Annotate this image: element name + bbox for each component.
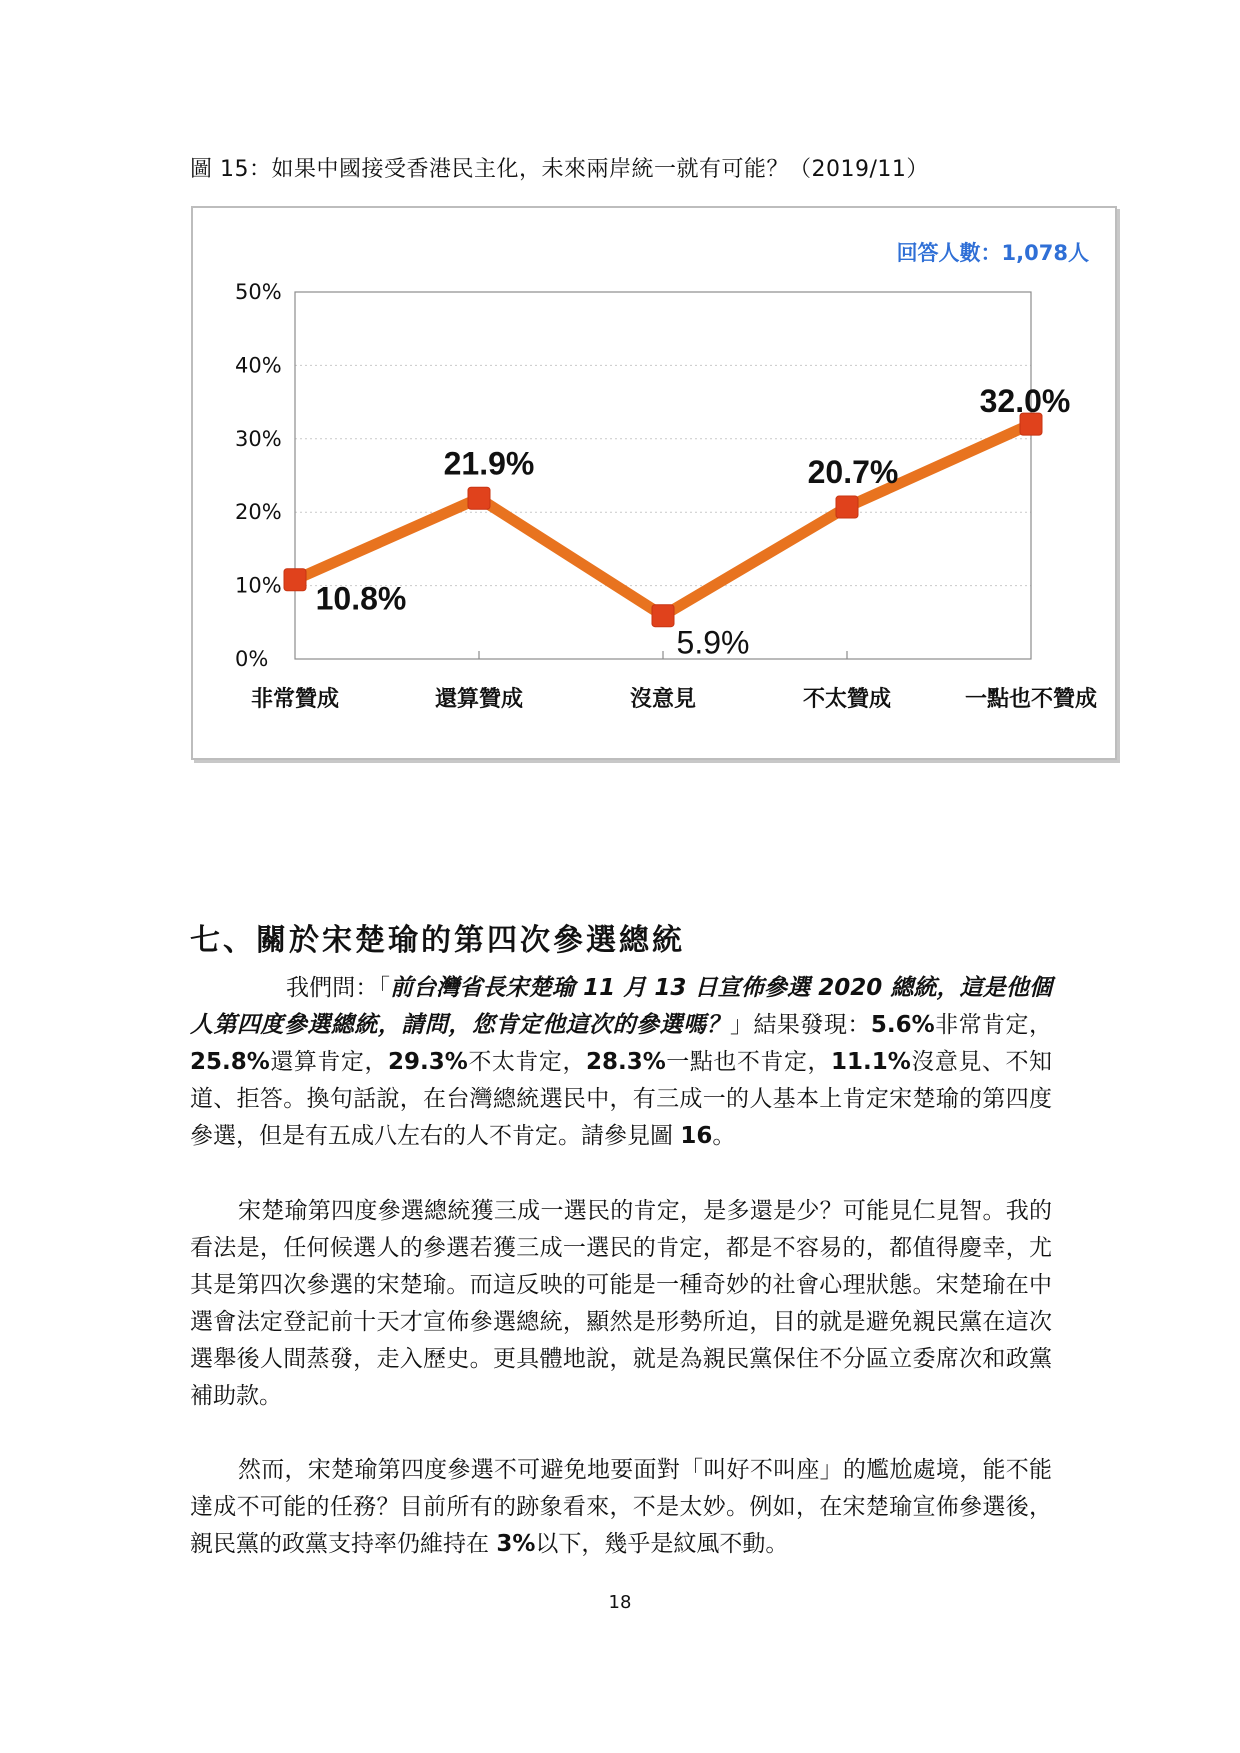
p1-mid: 」結果發現： [729,1012,871,1038]
p1-text-1: 非常肯定， [934,1012,1053,1038]
x-category-label: 沒意見 [629,687,697,712]
paragraph-1 [190,970,1052,1155]
data-label: 20.7% [807,454,899,491]
paragraph-3 [190,1452,1052,1563]
p1-pct-5: 11.1% [831,1049,911,1075]
p1-pct-2: 25.8% [190,1049,270,1075]
p1-lead: 我們問：「 [286,975,391,1001]
data-label: 32.0% [979,383,1071,420]
p3-pct: 3% [496,1531,536,1557]
data-point [836,496,858,518]
x-category-label: 不太贊成 [802,687,892,712]
p1-pct-4: 28.3% [585,1049,666,1075]
x-category-label: 非常贊成 [250,687,340,712]
data-point [468,487,490,509]
y-tick-label: 40% [235,353,282,378]
x-category-label: 一點也不贊成 [964,687,1098,712]
data-point [652,605,674,627]
respondents-label: 回答人數：1,078人 [896,241,1089,265]
p1-text-2: 還算肯定， [269,1049,388,1075]
p1-text-5: 沒意見、不知道、拒答。換句話說，在台灣總統選民中，有三成一的人基本上肯定宋楚瑜的第四度參選，但是有五成八左右的人不肯定。請參見圖 [190,1049,1052,1149]
page-number: 18 [608,1592,632,1613]
y-tick-label: 50% [235,280,282,304]
p1-pct-3: 29.3% [387,1049,468,1075]
y-tick-label: 30% [235,426,282,451]
y-tick-label: 0% [235,647,269,671]
p3-text-b: 以下，幾乎是紋風不動。 [535,1531,789,1557]
section-heading: 七、關於宋楚瑜的第四次參選總統 [190,923,685,958]
data-label: 21.9% [443,445,535,482]
p1-question: 前台灣省長宋楚瑜 11 月 13 日宣佈參選 2020 總統，這是他個人第四度參選總統，請問，您肯定他這次的參選嗎？ [190,975,1053,1038]
paragraph-2: 宋楚瑜第四度參選總統獲三成一選民的肯定，是多還是少？可能見仁見智。我的看法是，任何候選人的參選若獲三成一選民的肯定，都是不容易的，都值得慶幸，尤其是第四次參選的宋楚瑜。而這反映的可能是一種奇妙的社會心理狀態。宋楚瑜在中選會法定登記前十天才宣佈參選總統，顯然是形勢所迫，目的就是避免親民黨在這次選舉後人間蒸發，走入歷史。更具體地說，就是為親民黨保住不分區立委席次和政黨補助款。 [190,1198,1052,1409]
p1-text-4: 一點也不肯定， [665,1049,832,1075]
p3-text-a: 然而，宋楚瑜第四度參選不可避免地要面對「叫好不叫座」的尷尬處境，能不能達成不可能的任務？目前所有的跡象看來，不是太妙。例如，在宋楚瑜宣佈參選後，親民黨的政黨支持率仍維持在 [190,1457,1052,1557]
p1-end: 。 [712,1123,736,1149]
p1-figure-ref: 16 [680,1123,713,1149]
y-tick-label: 20% [235,500,282,525]
p1-text-3: 不太肯定， [467,1049,586,1075]
line-chart [191,206,1117,760]
figure-caption: 圖 15：如果中國接受香港民主化，未來兩岸統一就有可能？（2019/11） [190,157,929,182]
data-label: 10.8% [315,580,407,617]
chart-canvas [193,208,1115,758]
y-tick-label: 10% [235,573,282,598]
p1-pct-1: 5.6% [870,1012,935,1038]
data-point [284,569,306,591]
data-label: 5.9% [676,624,750,661]
x-category-label: 還算贊成 [434,687,524,712]
